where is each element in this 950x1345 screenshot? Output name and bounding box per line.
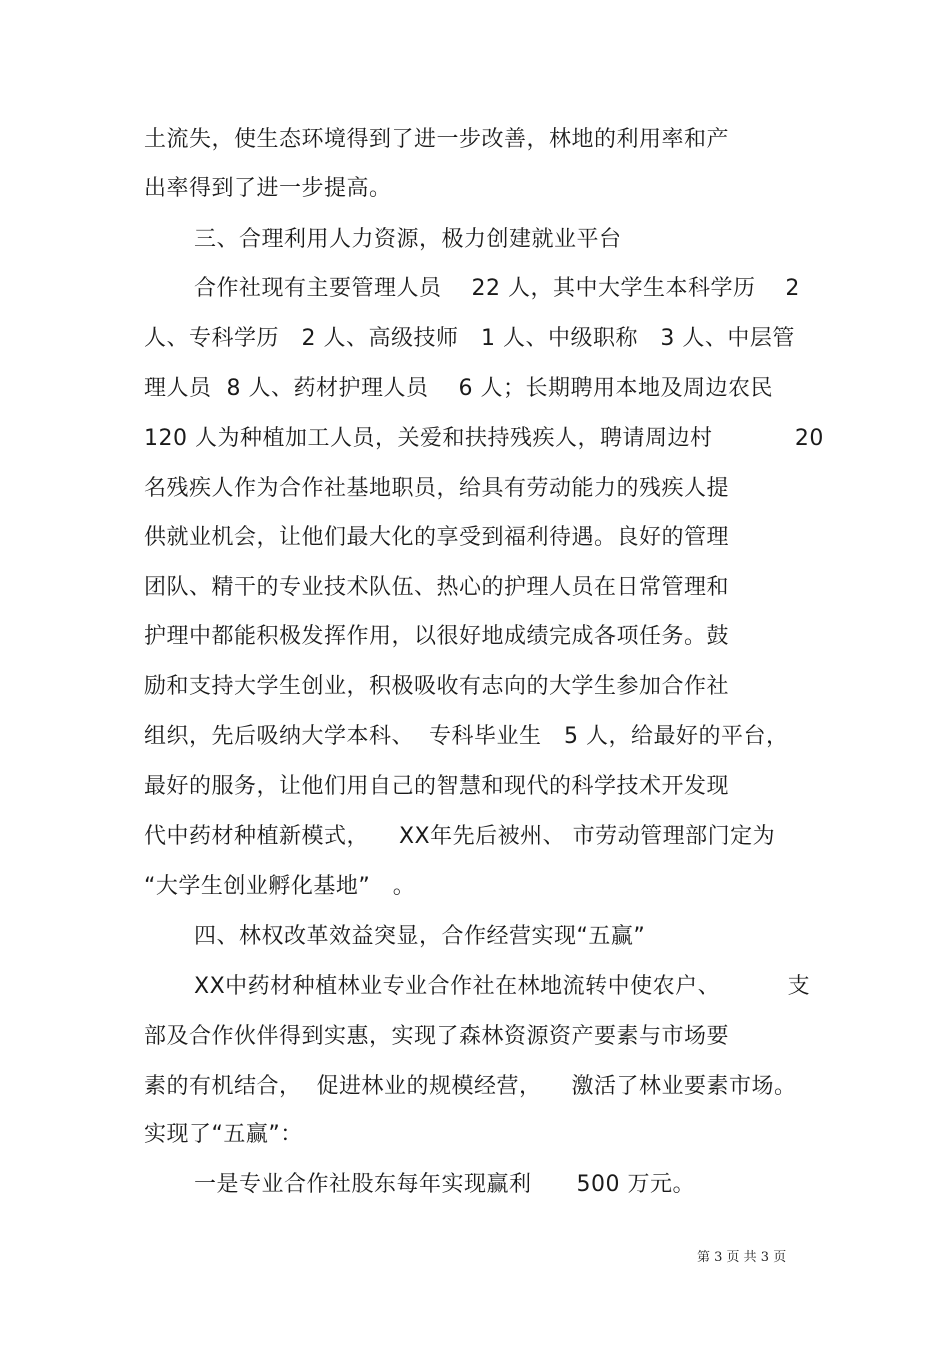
section-heading-17: 四、林权改革效益突显，合作经营实现“五赢” [194,924,646,949]
paragraph-line-4: 合作社现有主要管理人员 22 人，其中大学生本科学历 2 [194,276,800,301]
paragraph-line-19: 部及合作伙伴得到实惠，实现了森林资源资产要素与市场要 [144,1024,730,1049]
paragraph-line-20: 素的有机结合， 促进林业的规模经营， 激活了林业要素市场。 [144,1074,797,1099]
section-heading-3: 三、合理利用人力资源，极力创建就业平台 [194,227,622,252]
paragraph-line-18: XX中药材种植林业专业合作社在林地流转中使农户、 支 [194,974,811,999]
paragraph-line-16: “大学生创业孵化基地” 。 [144,874,416,899]
paragraph-line-6: 理人员 8 人、药材护理人员 6 人；长期聘用本地及周边农民 [144,376,773,401]
paragraph-line-22: 一是专业合作社股东每年实现赢利 500 万元。 [194,1172,695,1197]
paragraph-line-12: 励和支持大学生创业，积极吸收有志向的大学生参加合作社 [144,674,730,699]
paragraph-line-1: 土流失，使生态环境得到了进一步改善，林地的利用率和产 [144,127,730,152]
paragraph-line-11: 护理中都能积极发挥作用，以很好地成绩完成各项任务。鼓 [144,624,730,649]
paragraph-line-9: 供就业机会，让他们最大化的享受到福利待遇。良好的管理 [144,525,730,550]
paragraph-line-5: 人、专科学历 2 人、高级技师 1 人、中级职称 3 人、中层管 [144,326,795,351]
paragraph-line-15: 代中药材种植新模式， XX年先后被州、 市劳动管理部门定为 [144,824,776,849]
paragraph-line-10: 团队、精干的专业技术队伍、热心的护理人员在日常管理和 [144,575,730,600]
paragraph-line-2: 出率得到了进一步提高。 [144,176,392,201]
paragraph-line-21: 实现了“五赢”： [144,1122,303,1147]
paragraph-line-13: 组织，先后吸纳大学本科、 专科毕业生 5 人，给最好的平台， [144,724,789,749]
paragraph-line-7: 120 人为种植加工人员，关爱和扶持残疾人，聘请周边村 20 [144,426,824,451]
paragraph-line-14: 最好的服务，让他们用自己的智慧和现代的科学技术开发现 [144,774,730,799]
paragraph-line-8: 名残疾人作为合作社基地职员，给具有劳动能力的残疾人提 [144,476,730,501]
page-number-footer: 第 3 页 共 3 页 [697,1250,787,1265]
